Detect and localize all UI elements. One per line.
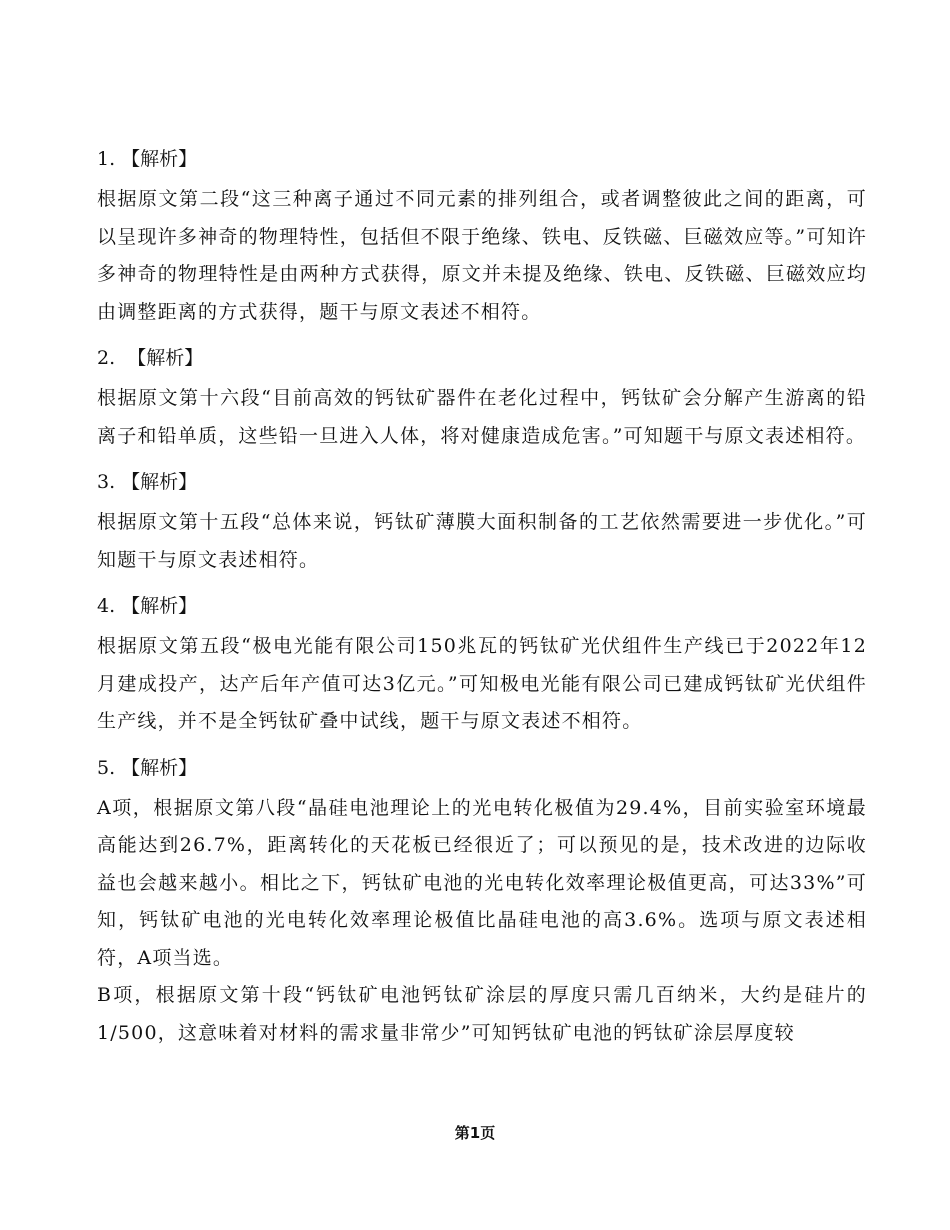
explanation-paragraph: 根据原文第二段“这三种离子通过不同元素的排列组合，或者调整彼此之间的距离，可以呈现许多神奇的物理特性，包括但不限于绝缘、铁电、反铁磁、巨磁效应等。”可知许多神奇的物理特性是由两种方式获得，原文并未提及绝缘、铁电、反铁磁、巨磁效应均由调整距离的方式获得，题干与原文表述不相符。 (97, 188, 867, 323)
question-label: 5. 【解析】 (97, 756, 198, 779)
explanation-paragraph: 根据原文第十五段“总体来说，钙钛矿薄膜大面积制备的工艺依然需要进一步优化。”可知题干与原文表述相符。 (97, 511, 867, 571)
page-number: 第1页 (454, 1124, 496, 1142)
explanation-paragraph: A项，根据原文第八段“晶硅电池理论上的光电转化极值为29.4%，目前实验室环境最高能达到26.7%，距离转化的天花板已经很近了；可以预见的是，技术改进的边际收益也会越来越小。相比之下，钙钛矿电池的光电转化效率理论极值更高，可达33%”可知，钙钛矿电池的光电转化效率理论极值比晶硅电池的高3.6%。选项与原文表述相符，A项当选。 (97, 796, 867, 969)
question-label: 1. 【解析】 (97, 148, 198, 170)
explanation-paragraph: 根据原文第五段“极电光能有限公司150兆瓦的钙钛矿光伏组件生产线已于2022年12月建成投产，达产后年产值可达3亿元。”可知极电光能有限公司已建成钙钛矿光伏组件生产线，并不是全钙钛矿叠中试线，题干与原文表述不相符。 (97, 635, 867, 732)
question-label: 2. 【解析】 (97, 347, 204, 369)
question-label: 4. 【解析】 (97, 595, 198, 617)
question-label: 3. 【解析】 (97, 471, 198, 493)
answer-item-2 (97, 343, 867, 455)
explanation-paragraph: B项，根据原文第十段“钙钛矿电池钙钛矿涂层的厚度只需几百纳米，大约是硅片的1/500，这意味着对材料的需求量非常少”可知钙钛矿电池的钙钛矿涂层厚度较 (97, 984, 867, 1044)
answer-item-1 (97, 144, 867, 331)
explanation-paragraph: 根据原文第十六段“目前高效的钙钛矿器件在老化过程中，钙钛矿会分解产生游离的铅离子和铅单质，这些铅一旦进入人体，将对健康造成危害。”可知题干与原文表述相符。 (97, 387, 867, 447)
answer-explanations (97, 144, 867, 1064)
answer-item-5 (97, 753, 867, 1053)
answer-item-4 (97, 591, 867, 741)
answer-item-3 (97, 467, 867, 579)
